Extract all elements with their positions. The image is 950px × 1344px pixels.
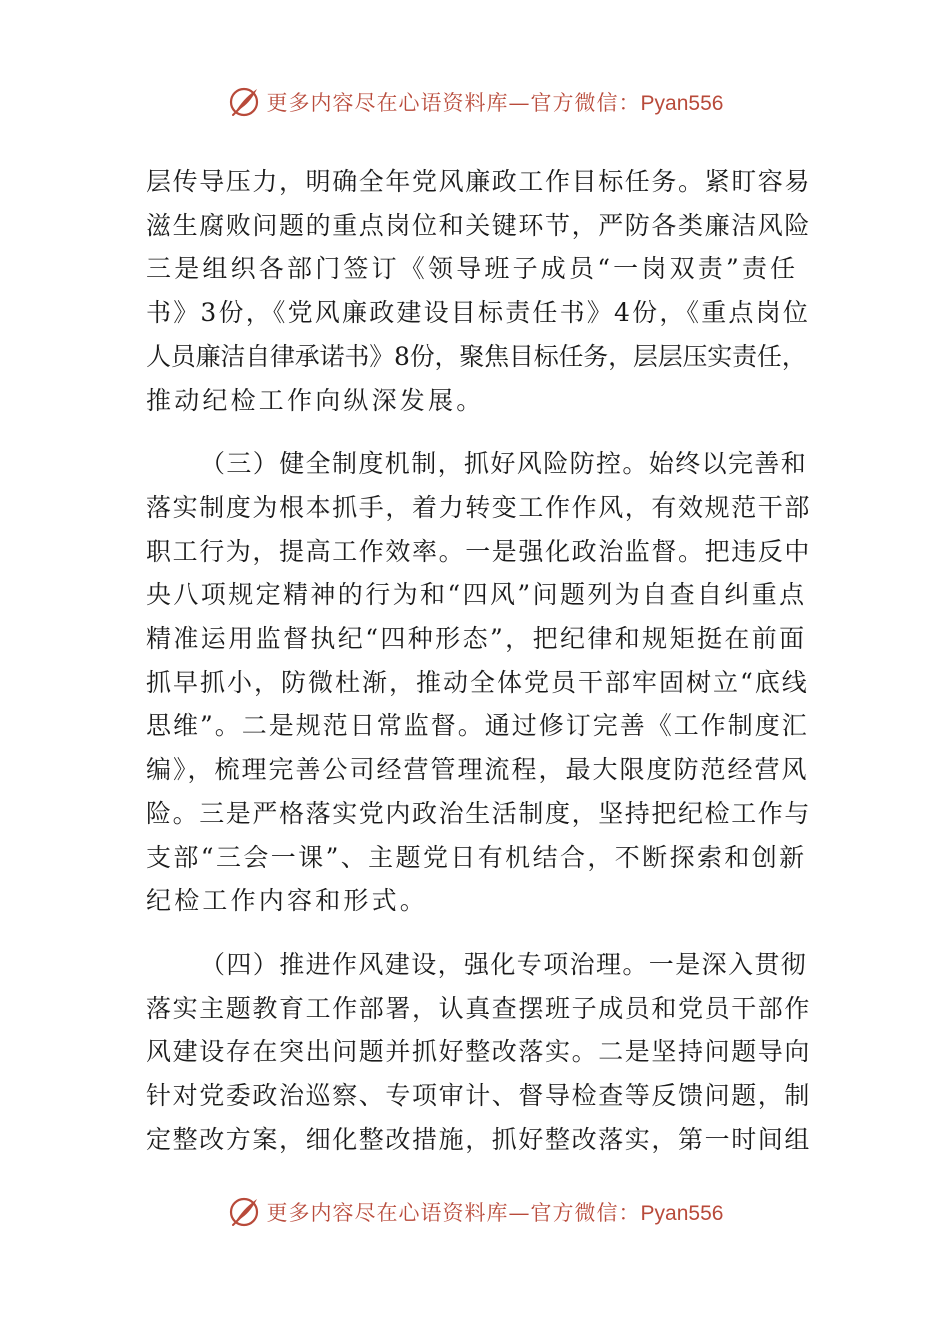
document-body: [146, 160, 810, 1161]
text-line: 思维”。二是规范日常监督。通过修订完善《工作制度汇: [146, 711, 809, 741]
paragraph-1: [146, 160, 810, 422]
text-line: 纪检工作内容和形式。: [146, 886, 429, 916]
header-banner-id: Pyan556: [640, 92, 724, 115]
text-line: 支部“三会一课”、主题党日有机结合，不断探索和创新: [146, 842, 807, 872]
text-line: 三是组织各部门签订《领导班子成员“一岗双责”责任: [146, 254, 799, 284]
paragraph-3: [146, 943, 810, 1162]
text-line: 推动纪检工作向纵深发展。: [146, 385, 485, 415]
text-line: （三）健全制度机制，抓好风险防控。始终以完善和: [200, 449, 808, 479]
header-banner-text: 更多内容尽在心语资料库—官方微信：Pyan556: [266, 91, 724, 115]
text-line: 精准运用监督执纪“四种形态”，把纪律和规矩挺在前面: [146, 624, 807, 654]
footer-banner-text: 更多内容尽在心语资料库—官方微信：Pyan556: [266, 1201, 724, 1225]
header-banner: [0, 82, 950, 122]
text-line: 抓早抓小，防微杜渐，推动全体党员干部牢固树立“底线: [146, 667, 809, 697]
text-line: 滋生腐败问题的重点岗位和关键环节，严防各类廉洁风险: [146, 210, 812, 240]
quill-logo-icon: [227, 85, 261, 119]
quill-logo-icon: [227, 1195, 261, 1229]
text-line: 编》，梳理完善公司经营管理流程，最大限度防范经营风: [146, 755, 809, 785]
text-line: 险。三是严格落实党内政治生活制度，坚持把纪检工作与: [146, 798, 812, 828]
text-line: 书》3份，《党风廉政建设目标责任书》4份，《重点岗位: [146, 298, 811, 328]
text-line: （四）推进作风建设，强化专项治理。一是深入贯彻: [200, 949, 808, 979]
text-line: 风建设存在突出问题并抓好整改落实。二是坚持问题导向: [146, 1037, 812, 1067]
paragraph-2: [146, 442, 810, 923]
text-line: 央八项规定精神的行为和“四风”问题列为自查自纠重点: [146, 580, 807, 610]
text-line: 人员廉洁自律承诺书》8份，聚焦目标任务，层层压实责任，: [146, 341, 807, 371]
footer-banner: [0, 1192, 950, 1232]
footer-banner-id: Pyan556: [640, 1202, 724, 1225]
text-line: 落实主题教育工作部署，认真查摆班子成员和党员干部作: [146, 993, 812, 1023]
text-line: 定整改方案，细化整改措施，抓好整改落实，第一时间组: [146, 1124, 812, 1154]
text-line: 针对党委政治巡察、专项审计、督导检查等反馈问题，制: [146, 1081, 812, 1111]
text-line: 职工行为，提高工作效率。一是强化政治监督。把违反中: [146, 536, 812, 566]
text-line: 落实制度为根本抓手，着力转变工作作风，有效规范干部: [146, 492, 812, 522]
text-line: 层传导压力，明确全年党风廉政工作目标任务。紧盯容易: [146, 167, 812, 196]
